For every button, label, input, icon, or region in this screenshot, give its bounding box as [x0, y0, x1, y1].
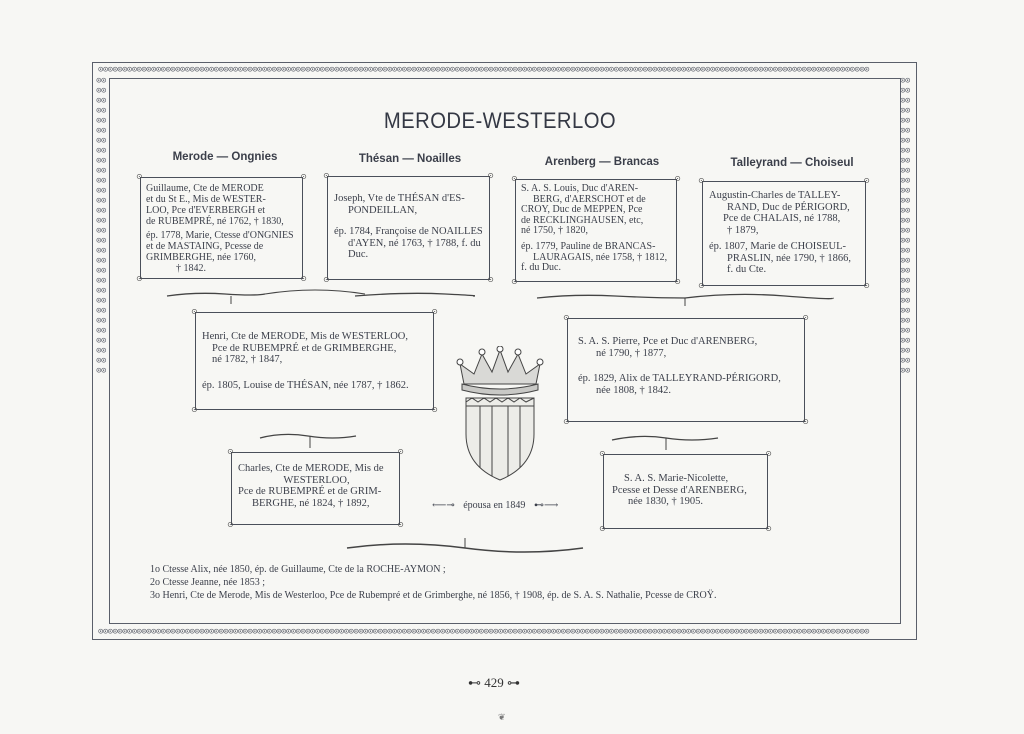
family-box-augustin-talleyrand: ⊙ ⊙ ⊙ ⊙ Augustin-Charles de TALLEY- RAND, Duc de PÉRIGORD, Pce de CHALAIS, né 1788, † 1879, ép. 1807, Marie de CHOISEUL- PRASLIN, née 1790, † 1866, f. du Cte.: [698, 176, 870, 290]
ornament-right-icon: ⊶: [503, 675, 520, 690]
family-box-charles-merode: ⊙ ⊙ ⊙ ⊙ Charles, Cte de MERODE, Mis de WESTERLOO, Pce de RUBEMPRÉ et de GRIM- BERGHE, né 1824, † 1892,: [227, 447, 404, 529]
page-title: MERODE-WESTERLOO: [383, 108, 617, 133]
family-box-pierre-arenberg: ⊙ ⊙ ⊙ ⊙ S. A. S. Pierre, Pce et Duc d'ARENBERG, né 1790, † 1877, ép. 1829, Alix de TALLEYRAND-PÉRIGORD, née 1808, † 1842.: [563, 313, 809, 426]
column-heading-merode: Merode — Ongnies: [172, 151, 278, 163]
family-box-louis-arenberg: ⊙ ⊙ ⊙ ⊙ S. A. S. Louis, Duc d'AREN- BERG, d'AERSCHOT et de CROY, Duc de MEPPEN, Pce de RECKLINGHAUSEN, etc, né 1750, † 1820, ép. 1779, Pauline de BRANCAS- LAURAGAIS, née 1758, † 1812, f. du Duc.: [511, 174, 681, 286]
box-text-line: Pce de RUBEMPRÉ et de GRIM-: [238, 486, 382, 497]
box-text-line: et de MASTAING, Pcesse de: [146, 241, 264, 252]
bottom-ornament-icon: ❦: [498, 712, 506, 722]
box-text-line: né 1790, † 1877,: [596, 347, 667, 359]
box-text-line: ép. 1778, Marie, Ctesse d'ONGNIES: [146, 230, 294, 241]
chain-border-right: ⊙⊙⊙⊙⊙⊙⊙⊙⊙⊙⊙⊙⊙⊙⊙⊙⊙⊙⊙⊙⊙⊙⊙⊙⊙⊙⊙⊙⊙⊙⊙⊙⊙⊙⊙⊙⊙⊙⊙⊙⊙⊙⊙⊙⊙⊙⊙⊙⊙⊙⊙⊙⊙⊙⊙⊙⊙⊙⊙⊙: [900, 76, 910, 376]
connector-swash-henri: [258, 428, 358, 448]
chain-border-top: ⊙⊙⊙⊙⊙⊙⊙⊙⊙⊙⊙⊙⊙⊙⊙⊙⊙⊙⊙⊙⊙⊙⊙⊙⊙⊙⊙⊙⊙⊙⊙⊙⊙⊙⊙⊙⊙⊙⊙⊙⊙⊙⊙⊙⊙⊙⊙⊙⊙⊙⊙⊙⊙⊙⊙⊙⊙⊙⊙⊙⊙⊙⊙⊙⊙⊙⊙⊙⊙⊙⊙⊙⊙⊙⊙⊙⊙⊙⊙⊙⊙⊙⊙⊙⊙⊙⊙⊙⊙⊙⊙⊙⊙⊙⊙⊙⊙⊙⊙⊙⊙⊙⊙⊙⊙⊙⊙⊙⊙⊙⊙⊙⊙⊙⊙⊙⊙⊙⊙⊙⊙⊙⊙⊙⊙⊙⊙⊙⊙⊙⊙⊙⊙⊙⊙⊙⊙⊙⊙⊙⊙⊙⊙⊙⊙⊙⊙⊙⊙⊙⊙⊙⊙⊙⊙⊙⊙⊙⊙⊙: [98, 65, 869, 75]
box-text-line: S. A. S. Marie-Nicolette,: [624, 473, 729, 484]
chain-border-bottom: ⊙⊙⊙⊙⊙⊙⊙⊙⊙⊙⊙⊙⊙⊙⊙⊙⊙⊙⊙⊙⊙⊙⊙⊙⊙⊙⊙⊙⊙⊙⊙⊙⊙⊙⊙⊙⊙⊙⊙⊙⊙⊙⊙⊙⊙⊙⊙⊙⊙⊙⊙⊙⊙⊙⊙⊙⊙⊙⊙⊙⊙⊙⊙⊙⊙⊙⊙⊙⊙⊙⊙⊙⊙⊙⊙⊙⊙⊙⊙⊙⊙⊙⊙⊙⊙⊙⊙⊙⊙⊙⊙⊙⊙⊙⊙⊙⊙⊙⊙⊙⊙⊙⊙⊙⊙⊙⊙⊙⊙⊙⊙⊙⊙⊙⊙⊙⊙⊙⊙⊙⊙⊙⊙⊙⊙⊙⊙⊙⊙⊙⊙⊙⊙⊙⊙⊙⊙⊙⊙⊙⊙⊙⊙⊙⊙⊙⊙⊙⊙⊙⊙⊙⊙⊙⊙⊙⊙⊙⊙⊙: [98, 627, 869, 637]
box-text-line: né 1782, † 1847,: [212, 354, 283, 365]
box-text-line: de RUBEMPRÉ, né 1762, † 1830,: [146, 216, 284, 227]
connector-swash-merode-thesan: [165, 288, 475, 304]
box-text-line: Pce de CHALAIS, né 1788,: [723, 213, 841, 224]
box-text-line: † 1842.: [176, 263, 206, 274]
box-text-line: BERG, d'AERSCHOT et de: [533, 193, 646, 205]
chain-border-left: ⊙⊙⊙⊙⊙⊙⊙⊙⊙⊙⊙⊙⊙⊙⊙⊙⊙⊙⊙⊙⊙⊙⊙⊙⊙⊙⊙⊙⊙⊙⊙⊙⊙⊙⊙⊙⊙⊙⊙⊙⊙⊙⊙⊙⊙⊙⊙⊙⊙⊙⊙⊙⊙⊙⊙⊙⊙⊙⊙⊙: [96, 76, 106, 376]
marriage-text: épousa en 1849: [463, 500, 526, 511]
box-text-line: f. du Duc.: [521, 262, 561, 274]
ornament-left-icon: ⊷: [468, 675, 485, 690]
coat-of-arms-crest: [450, 346, 550, 486]
box-text-line: né 1750, † 1820,: [521, 225, 588, 237]
page-number-text: 429: [484, 675, 504, 690]
box-text-line: S. A. S. Pierre, Pce et Duc d'ARENBERG,: [578, 336, 758, 347]
box-text-line: S. A. S. Louis, Duc d'AREN-: [521, 183, 639, 194]
box-text-line: LOO, Pce d'EVERBERGH et: [146, 205, 266, 216]
box-text-line: † 1879,: [727, 224, 759, 236]
box-text-line: Charles, Cte de MERODE, Mis de: [238, 463, 384, 474]
footnote-line: 1o Ctesse Alix, née 1850, ép. de Guillaume, Cte de la ROCHE-AYMON ;: [150, 564, 446, 575]
box-text-line: Joseph, Vte de THÉSAN d'ES-: [334, 193, 465, 204]
footnote-line: 2o Ctesse Jeanne, née 1853 ;: [150, 577, 265, 588]
column-heading-thesan: Thésan — Noailles: [358, 153, 462, 165]
right-arrow-icon: ⊷⟶: [533, 500, 559, 511]
box-text-line: Guillaume, Cte de MERODE: [146, 183, 264, 194]
family-box-marie-nicolette-arenberg: ⊙ ⊙ ⊙ ⊙ S. A. S. Marie-Nicolette, Pcesse et Desse d'ARENBERG, née 1830, † 1905.: [599, 449, 772, 533]
box-text-line: WESTERLOO,: [283, 474, 350, 486]
box-text-line: BERGHE, né 1824, † 1892,: [252, 497, 370, 509]
box-text-line: Augustin-Charles de TALLEY-: [709, 190, 841, 201]
box-text-line: ép. 1805, Louise de THÉSAN, née 1787, † 1862.: [202, 379, 409, 391]
box-text-line: f. du Cte.: [727, 264, 767, 275]
children-footnotes: [150, 563, 717, 602]
box-text-line: d'AYEN, né 1763, † 1788, f. du: [348, 237, 481, 249]
box-text-line: Pcesse et Desse d'ARENBERG,: [612, 484, 747, 496]
marriage-note: [432, 500, 558, 511]
box-text-line: Henri, Cte de MERODE, Mis de WESTERLOO,: [202, 331, 408, 342]
box-text-line: CROY, Duc de MEPPEN, Pce: [521, 204, 643, 216]
box-text-line: de RECKLINGHAUSEN, etc,: [521, 214, 644, 226]
box-text-line: ép. 1807, Marie de CHOISEUL-: [709, 241, 847, 252]
box-text-line: Pce de RUBEMPRÉ et de GRIMBERGHE,: [212, 342, 397, 354]
box-text-line: et du St E., Mis de WESTER-: [146, 194, 266, 205]
footnote-line: 3o Henri, Cte de Merode, Mis de Westerloo, Pce de Rubempré et de Grimberghe, né 1856, † 1908, ép. de S. A. S. Nathalie, Pcesse de CROŸ.: [150, 590, 717, 601]
box-text-line: RAND, Duc de PÉRIGORD,: [727, 201, 850, 213]
connector-swash-arenberg-talleyrand: [535, 290, 835, 306]
box-text-line: née 1830, † 1905.: [628, 496, 703, 507]
page-number: [464, 675, 524, 691]
family-box-henri-merode: ⊙ ⊙ ⊙ ⊙ Henri, Cte de MERODE, Mis de WESTERLOO, Pce de RUBEMPRÉ et de GRIMBERGHE, né 1782, † 1847, ép. 1805, Louise de THÉSAN, née 1787, † 1862.: [191, 307, 438, 414]
column-heading-arenberg: Arenberg — Brancas: [544, 156, 660, 168]
box-text-line: PRASLIN, née 1790, † 1866,: [727, 252, 851, 264]
box-text-line: PONDEILLAN,: [348, 204, 418, 216]
box-text-line: née 1808, † 1842.: [596, 384, 671, 396]
column-heading-talleyrand: Talleyrand — Choiseul: [730, 157, 854, 169]
connector-swash-pierre: [610, 430, 720, 450]
family-box-guillaume-merode: ⊙ ⊙ ⊙ ⊙ Guillaume, Cte de MERODE et du St E., Mis de WESTER- LOO, Pce d'EVERBERGH et de RUBEMPRÉ, né 1762, † 1830, ép. 1778, Marie, Ctesse d'ONGNIES et de MASTAING, Pcesse de GRIMBERGHE, née 1760, † 1842.: [136, 172, 307, 283]
box-text-line: LAURAGAIS, née 1758, † 1812,: [533, 251, 668, 263]
box-text-line: ép. 1779, Pauline de BRANCAS-: [521, 240, 656, 252]
box-text-line: GRIMBERGHE, née 1760,: [146, 252, 256, 263]
box-text-line: ép. 1784, Françoise de NOAILLES: [334, 226, 483, 237]
box-text-line: Duc.: [348, 249, 369, 260]
family-box-joseph-thesan: ⊙ ⊙ ⊙ ⊙ Joseph, Vte de THÉSAN d'ES- PONDEILLAN, ép. 1784, Françoise de NOAILLES d'AYEN, né 1763, † 1788, f. du Duc.: [323, 171, 494, 284]
connector-swash-children: [345, 538, 585, 556]
left-arrow-icon: ⟵⊸: [432, 500, 455, 511]
box-text-line: ép. 1829, Alix de TALLEYRAND-PÉRIGORD,: [578, 373, 781, 384]
